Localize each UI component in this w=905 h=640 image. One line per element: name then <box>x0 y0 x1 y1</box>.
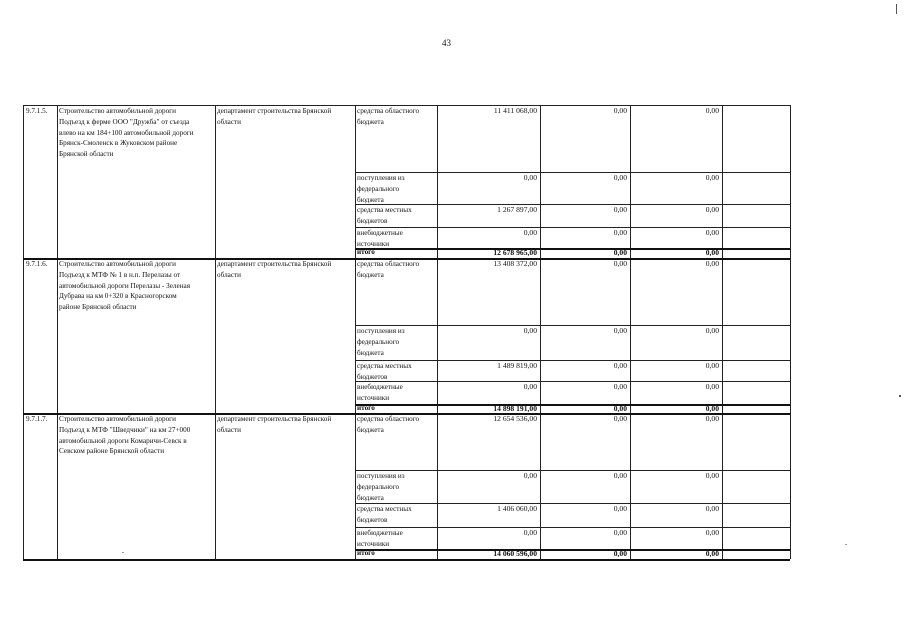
amount-v1: 0,00 <box>523 471 537 480</box>
project-title: Строительство автомобильной дороги Подъезд к МТФ "Шведчики" на км 27+000 автомобильной дороги Комаричи-Севск в Севском районе Брянской области <box>59 415 191 456</box>
amount-v2: 0,00 <box>613 471 627 480</box>
amount-v1: 14 060 596,00 <box>493 549 537 558</box>
amount-v3: 0,00 <box>705 259 719 268</box>
amount-v3: 0,00 <box>705 382 719 391</box>
amount-v3: 0,00 <box>705 173 719 182</box>
project-code: 9.7.1.6. <box>26 260 48 268</box>
amount-v1: 14 898 191,00 <box>493 404 537 413</box>
amount-v3: 0,00 <box>705 471 719 480</box>
table-column-border <box>437 105 438 559</box>
amount-v2: 0,00 <box>613 549 627 558</box>
amount-v3: 0,00 <box>705 504 719 513</box>
amount-v2: 0,00 <box>613 326 627 335</box>
amount-v2: 0,00 <box>613 404 627 413</box>
funding-total-label: итого <box>357 549 375 557</box>
funding-source-label: средства местных бюджетов <box>357 362 412 381</box>
amount-v3: 0,00 <box>705 106 719 115</box>
project-executor: департамент строительства Брянской области <box>217 415 332 434</box>
amount-v3: 0,00 <box>705 248 719 257</box>
amount-v2: 0,00 <box>613 228 627 237</box>
amount-v2: 0,00 <box>613 259 627 268</box>
amount-v1: 0,00 <box>523 382 537 391</box>
funding-source-label: поступления из федерального бюджета <box>357 472 405 502</box>
amount-v2: 0,00 <box>613 173 627 182</box>
amount-v2: 0,00 <box>613 248 627 257</box>
amount-v1: 0,00 <box>523 173 537 182</box>
project-executor: департамент строительства Брянской области <box>217 107 332 126</box>
amount-v3: 0,00 <box>705 228 719 237</box>
amount-v1: 0,00 <box>523 326 537 335</box>
amount-v1: 1 267 897,00 <box>497 205 537 214</box>
amount-v1: 11 411 068,00 <box>493 106 537 115</box>
amount-v1: 0,00 <box>523 528 537 537</box>
amount-v2: 0,00 <box>613 382 627 391</box>
project-code: 9.7.1.7. <box>26 415 48 423</box>
table-column-border <box>722 105 723 559</box>
amount-v1: 13 408 372,00 <box>493 259 537 268</box>
amount-v2: 0,00 <box>613 205 627 214</box>
amount-v2: 0,00 <box>613 414 627 423</box>
amount-v1: 0,00 <box>523 228 537 237</box>
amount-v1: 12 678 965,00 <box>493 248 537 257</box>
amount-v2: 0,00 <box>613 361 627 370</box>
amount-v2: 0,00 <box>613 528 627 537</box>
funding-source-label: внебюджетные источники <box>357 529 403 548</box>
amount-v3: 0,00 <box>705 205 719 214</box>
project-title: Строительство автомобильной дороги Подъезд к МТФ № 1 в н.п. Перелазы от автомобильной дороги Перелазы - Зеленая Дубрава на км 0+320 в Красногорском районе Брянской области <box>59 260 191 312</box>
page-number: 43 <box>442 38 451 48</box>
funding-source-label: средства областного бюджета <box>357 260 420 279</box>
amount-v3: 0,00 <box>705 404 719 413</box>
table-column-border <box>215 105 216 559</box>
amount-v2: 0,00 <box>613 504 627 513</box>
amount-v2: 0,00 <box>613 106 627 115</box>
amount-v1: 12 654 536,00 <box>493 414 537 423</box>
group-bottom-border <box>23 559 790 561</box>
funding-total-label: итого <box>357 404 375 412</box>
funding-source-label: внебюджетные источники <box>357 229 403 248</box>
project-title: Строительство автомобильной дороги Подъезд к ферме ООО "Дружба" от съезда влево на км 184+100 автомобильной дороги Брянск-Смоленск в Жуковском районе Брянской области <box>59 107 194 159</box>
amount-v1: 1 489 819,00 <box>497 361 537 370</box>
funding-total-label: итого <box>357 248 375 256</box>
funding-source-label: средства местных бюджетов <box>357 505 412 524</box>
funding-source-label: средства местных бюджетов <box>357 206 412 225</box>
table-column-border <box>355 105 356 559</box>
project-code: 9.7.1.5. <box>26 107 48 115</box>
amount-v3: 0,00 <box>705 528 719 537</box>
amount-v3: 0,00 <box>705 414 719 423</box>
amount-v3: 0,00 <box>705 361 719 370</box>
amount-v3: 0,00 <box>705 549 719 558</box>
funding-source-label: средства областного бюджета <box>357 415 420 434</box>
project-executor: департамент строительства Брянской области <box>217 260 332 279</box>
table-column-border <box>57 105 58 559</box>
table-column-border <box>23 105 24 559</box>
amount-v1: 1 406 060,00 <box>497 504 537 513</box>
table-column-border <box>540 105 541 559</box>
funding-source-label: внебюджетные источники <box>357 383 403 402</box>
funding-source-label: поступления из федерального бюджета <box>357 174 405 204</box>
table-column-border <box>630 105 631 559</box>
amount-v3: 0,00 <box>705 326 719 335</box>
table-column-border <box>790 105 791 559</box>
funding-source-label: поступления из федерального бюджета <box>357 327 405 357</box>
funding-source-label: средства областного бюджета <box>357 107 420 126</box>
